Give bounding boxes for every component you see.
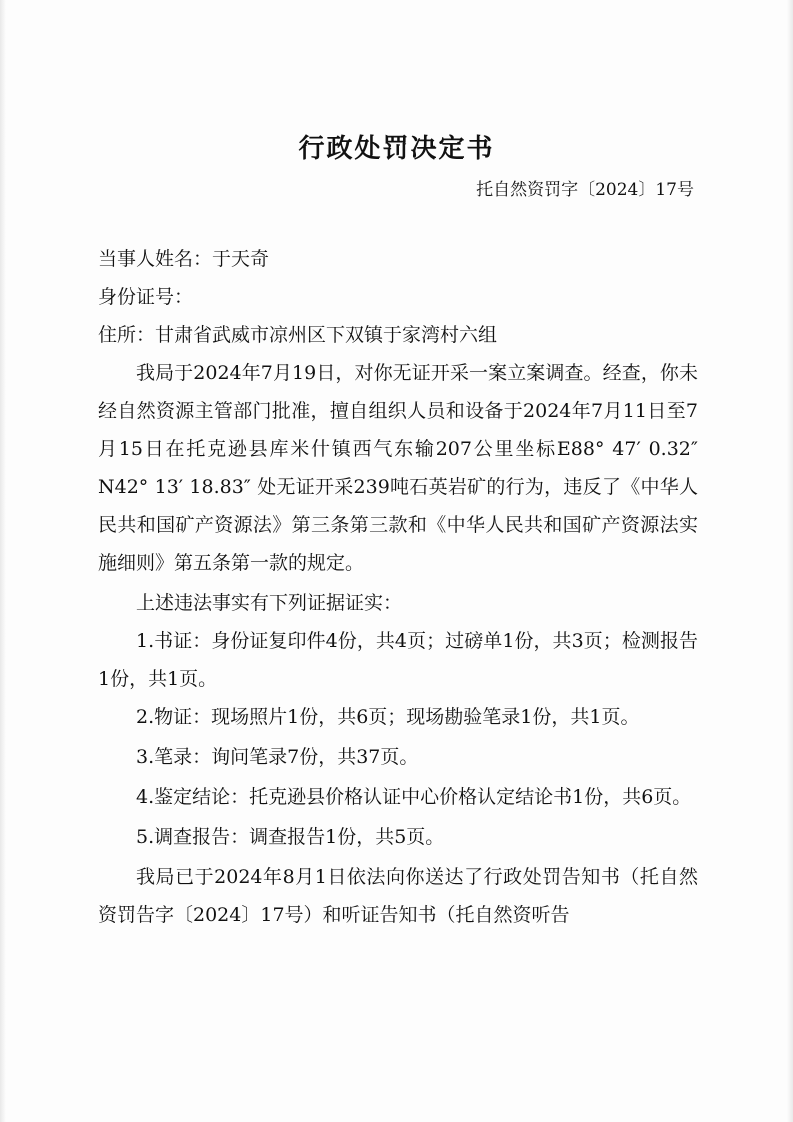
document-title: 行政处罚决定书	[298, 134, 495, 164]
document-body	[98, 240, 698, 934]
evidence-item-1: 1.书证：身份证复印件4份，共4页；过磅单1份，共3页；检测报告1份，共1页。	[98, 630, 698, 690]
case-paragraph: 我局于2024年7月19日，对你无证开采一案立案调查。经查，你未经自然资源主管部门批准，擅自组织人员和设备于2024年7月11日至7月15日在托克逊县库米什镇西气东输207公里坐标E88° 47′ 0.32″ N42° 13′ 18.83″ 处无证开采239吨石英岩矿的行为，违反了《中华人民共和国矿产资源法》第三条第三款和《中华人民共和国矿产资源法实施细则》第五条第一款的规定。	[98, 362, 698, 574]
document-number: 托自然资罚字〔2024〕17号	[476, 180, 694, 200]
evidence-item-5: 5.调查报告：调查报告1份，共5页。	[136, 826, 445, 848]
scan-edge-right	[787, 0, 793, 1122]
id-number: 身份证号：	[98, 286, 194, 308]
scan-edge-left	[0, 0, 6, 1122]
address: 住所：甘肃省武威市凉州区下双镇于家湾村六组	[98, 324, 498, 346]
evidence-item-4: 4.鉴定结论：托克逊县价格认证中心价格认定结论书1份，共6页。	[136, 786, 692, 808]
notice-paragraph: 我局已于2024年8月1日依法向你送达了行政处罚告知书（托自然资罚告字〔2024〕17号）和听证告知书（托自然资听告	[98, 866, 698, 926]
evidence-item-3: 3.笔录：询问笔录7份，共37页。	[136, 746, 419, 768]
party-name: 当事人姓名：于天奇	[98, 248, 270, 270]
evidence-item-2: 2.物证：现场照片1份，共6页；现场勘验笔录1份，共1页。	[136, 706, 640, 728]
evidence-intro: 上述违法事实有下列证据证实：	[136, 592, 403, 614]
